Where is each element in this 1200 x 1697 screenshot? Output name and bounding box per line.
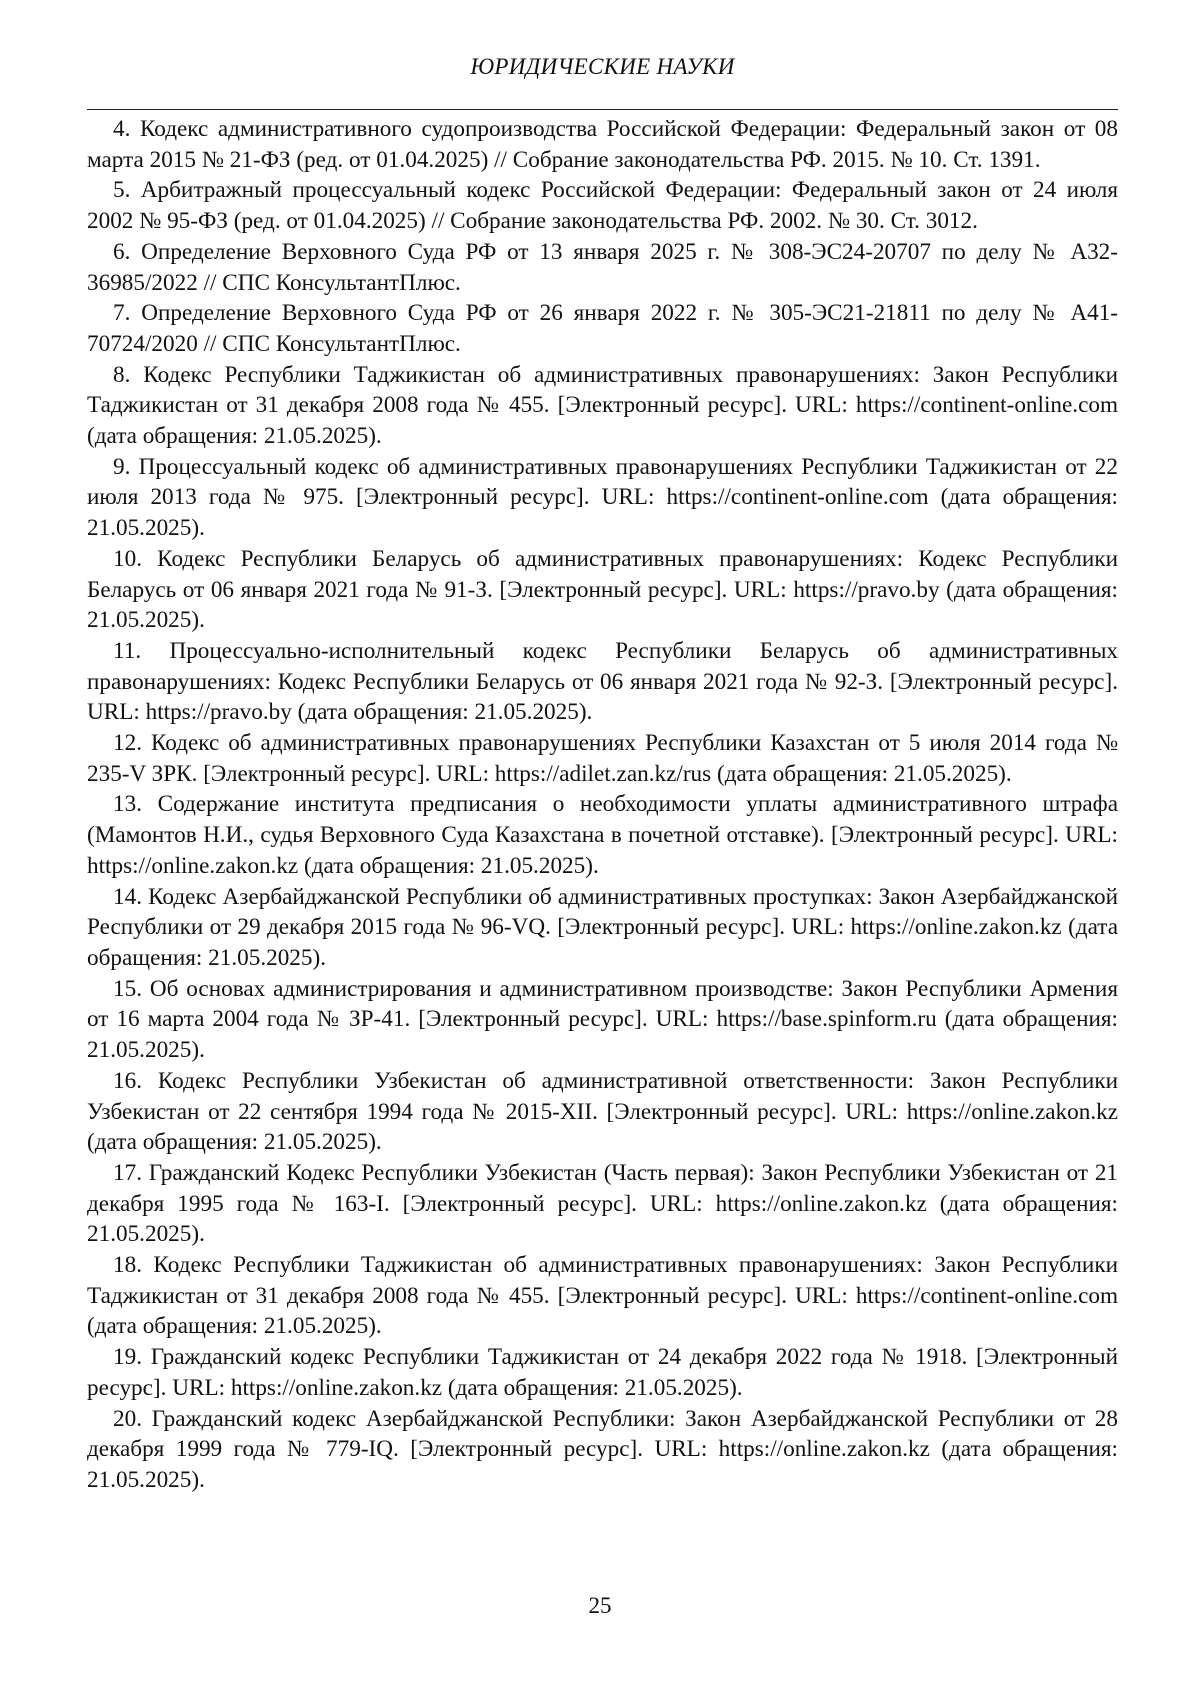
reference-text: Процессуальный кодекс об административных правонарушениях Республики Таджикистан от 22 июля 2013 года № 975. [Электронный ресурс]. URL: https://continent-online.com (дата обращения: 21.05.2025).	[87, 453, 1118, 542]
reference-text: Процессуально-исполнительный кодекс Республики Беларусь об административных правонарушениях: Кодекс Республики Беларусь от 06 января 2021 года № 92-З. [Электронный ресурс]. URL: https://pravo.by (дата обращения: 21.05.2025).	[87, 637, 1119, 726]
reference-list	[87, 114, 1118, 1496]
reference-item-11	[87, 636, 1118, 728]
reference-text: Кодекс административного судопроизводства Российской Федерации: Федеральный закон от 08 марта 2015 № 21-ФЗ (ред. от 01.04.2025) // Собрание законодательства РФ. 2015. № 10. Ст. 1391.	[87, 116, 1118, 173]
reference-item-10	[87, 544, 1118, 636]
reference-number: 11.	[113, 637, 142, 664]
reference-number: 20.	[113, 1405, 142, 1432]
reference-text: Определение Верховного Суда РФ от 26 января 2022 г. № 305-ЭС21-21811 по делу № А41-70724/2020 // СПС КонсультантПлюс.	[87, 300, 1119, 357]
reference-item-18	[87, 1250, 1118, 1342]
reference-item-7	[87, 298, 1118, 359]
reference-text: Гражданский кодекс Азербайджанской Республики: Закон Азербайджанской Республики от 28 декабря 1999 года № 779-IQ. [Электронный ресурс]. URL: https://online.zakon.kz (дата обращения: 21.05.2025).	[87, 1405, 1118, 1493]
reference-number: 9.	[113, 453, 131, 480]
reference-text: Гражданский Кодекс Республики Узбекистан (Часть первая): Закон Республики Узбекистан от 21 декабря 1995 года № 163-I. [Электронный ресурс]. URL: https://online.zakon.kz (дата обращения: 21.05.2025).	[87, 1159, 1119, 1248]
reference-text: Арбитражный процессуальный кодекс Российской Федерации: Федеральный закон от 24 июля 2002 № 95-ФЗ (ред. от 01.04.2025) // Собрание законодательства РФ. 2002. № 30. Ст. 3012.	[87, 177, 1118, 235]
reference-text: Гражданский кодекс Республики Таджикистан от 24 декабря 2022 года № 1918. [Электронный ресурс]. URL: https://online.zakon.kz (дата обращения: 21.05.2025).	[87, 1344, 1119, 1401]
reference-text: Кодекс об административных правонарушениях Республики Казахстан от 5 июля 2014 года № 235-V ЗРК. [Электронный ресурс]. URL: https://adilet.zan.kz/rus (дата обращения: 21.05.2025).	[87, 730, 1118, 787]
reference-text: Кодекс Республики Таджикистан об административных правонарушениях: Закон Республики Таджикистан от 31 декабря 2008 года № 455. [Электронный ресурс]. URL: https://continent-online.com (дата обращения: 21.05.2025).	[87, 1252, 1118, 1340]
reference-number: 15.	[113, 975, 142, 1002]
reference-item-6	[87, 237, 1118, 298]
reference-item-5	[87, 175, 1118, 236]
reference-number: 10.	[113, 545, 142, 572]
reference-text: Кодекс Республики Беларусь об административных правонарушениях: Кодекс Республики Беларусь от 06 января 2021 года № 91-З. [Электронный ресурс]. URL: https://pravo.by (дата обращения: 21.05.2025).	[87, 545, 1119, 634]
reference-item-8	[87, 360, 1118, 452]
reference-number: 19.	[113, 1344, 142, 1371]
reference-item-4	[87, 114, 1118, 175]
reference-item-13	[87, 789, 1118, 881]
reference-item-14	[87, 882, 1118, 974]
reference-text: Определение Верховного Суда РФ от 13 января 2025 г. № 308-ЭС24-20707 по делу № А32-36985/2022 // СПС КонсультантПлюс.	[87, 238, 1118, 296]
reference-number: 18.	[113, 1252, 142, 1279]
header-divider	[87, 109, 1118, 110]
reference-number: 5.	[113, 177, 131, 204]
reference-text: Кодекс Азербайджанской Республики об административных проступках: Закон Азербайджанской Республики от 29 декабря 2015 года № 96-VQ. [Электронный ресурс]. URL: https://online.zakon.kz (дата обращения: 21.05.2025).	[87, 883, 1119, 971]
reference-text: Содержание института предписания о необходимости уплаты административного штрафа (Мамонтов Н.И., судья Верховного Суда Казахстана в почетной отставке). [Электронный ресурс]. URL: https://online.zakon.kz (дата обращения: 21.05.2025).	[87, 791, 1118, 879]
reference-number: 7.	[113, 300, 131, 327]
reference-number: 6.	[113, 238, 131, 265]
reference-item-15	[87, 974, 1118, 1066]
page-number: 25	[588, 1593, 612, 1618]
reference-item-16	[87, 1066, 1118, 1158]
reference-number: 17.	[113, 1159, 142, 1186]
reference-number: 4.	[113, 116, 131, 142]
reference-number: 12.	[113, 730, 142, 757]
reference-item-19	[87, 1342, 1118, 1403]
reference-item-12	[87, 728, 1118, 789]
reference-text: Об основах администрирования и административном производстве: Закон Республики Армения от 16 марта 2004 года № ЗР-41. [Электронный ресурс]. URL: https://base.spinform.ru (дата обращения: 21.05.2025).	[87, 975, 1118, 1064]
reference-number: 16.	[113, 1067, 142, 1094]
reference-item-9	[87, 452, 1118, 544]
reference-text: Кодекс Республики Узбекистан об административной ответственности: Закон Республики Узбекистан от 22 сентября 1994 года № 2015-XII. [Электронный ресурс]. URL: https://online.zakon.kz (дата обращения: 21.05.2025).	[87, 1067, 1119, 1156]
running-header-title: ЮРИДИЧЕСКИЕ НАУКИ	[470, 54, 735, 79]
reference-number: 13.	[113, 791, 142, 818]
reference-text: Кодекс Республики Таджикистан об административных правонарушениях: Закон Республики Таджикистан от 31 декабря 2008 года № 455. [Электронный ресурс]. URL: https://continent-online.com (дата обращения: 21.05.2025).	[87, 361, 1118, 450]
reference-number: 8.	[113, 361, 131, 388]
reference-number: 14.	[113, 883, 142, 910]
reference-item-17	[87, 1158, 1118, 1250]
reference-item-20	[87, 1404, 1118, 1496]
